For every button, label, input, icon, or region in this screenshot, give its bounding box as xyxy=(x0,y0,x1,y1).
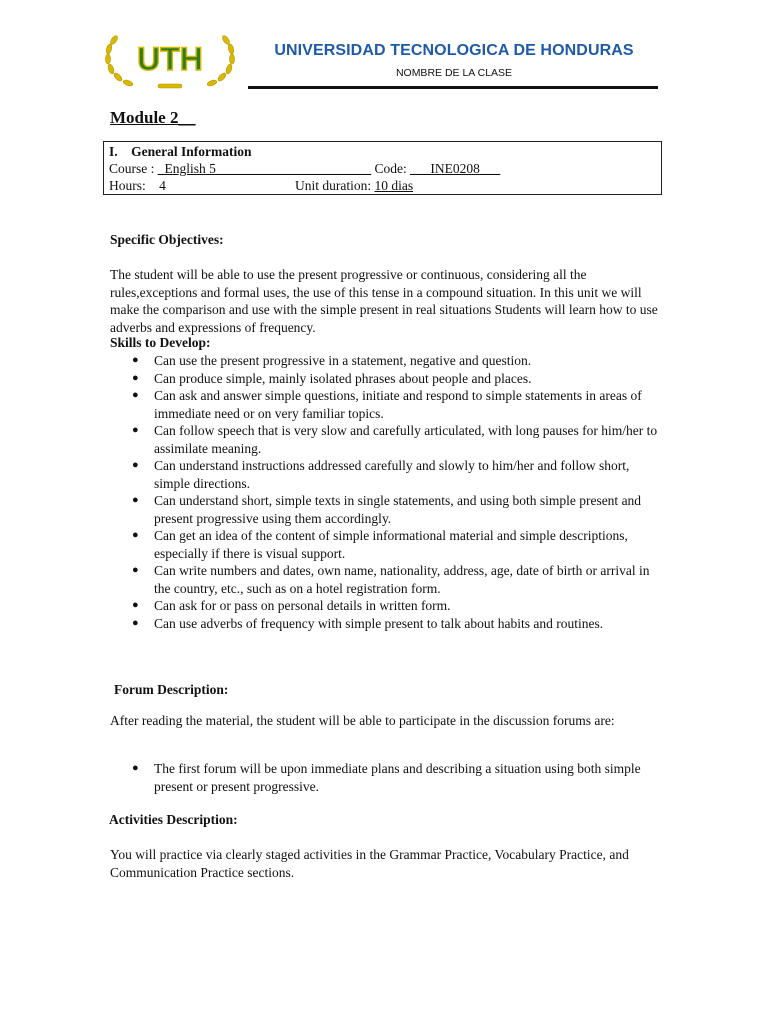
course-value: _English 5_______________________ xyxy=(157,161,372,176)
list-item xyxy=(110,492,660,527)
forum-heading: Forum Description: xyxy=(114,682,229,697)
list-item xyxy=(110,422,660,457)
hours-row xyxy=(109,177,656,194)
course-label: Course : xyxy=(109,161,158,176)
code-label: Code: xyxy=(371,161,411,176)
hours-label: Hours: xyxy=(109,178,146,193)
list-item xyxy=(110,527,660,562)
list-item xyxy=(110,597,660,615)
bullet-icon: ● xyxy=(132,354,139,366)
activities-heading: Activities Description: xyxy=(109,812,238,827)
course-row xyxy=(109,160,656,177)
skill-text: Can understand instructions addressed carefully and slowly to him/her and follow short, simple directions. xyxy=(154,458,630,491)
list-item xyxy=(110,370,660,388)
bullet-icon: ● xyxy=(132,599,139,611)
skill-text: Can produce simple, mainly isolated phrases about people and places. xyxy=(154,370,532,386)
university-name: UNIVERSIDAD TECNOLOGICA DE HONDURAS xyxy=(274,42,634,59)
unit-duration-label: Unit duration: xyxy=(295,178,375,193)
forum-item-text: The first forum will be upon immediate plans and describing a situation using both simple present or present progressive. xyxy=(154,761,641,794)
skill-text: Can ask for or pass on personal details in written form. xyxy=(154,598,451,613)
skill-text: Can ask and answer simple questions, initiate and respond to simple statements in areas of immediate need or on very familiar topics. xyxy=(154,388,642,421)
bullet-icon: ● xyxy=(132,494,139,506)
bullet-icon: ● xyxy=(132,371,139,384)
list-item xyxy=(110,457,660,492)
objectives-heading: Specific Objectives: xyxy=(110,232,224,247)
bullet-icon: ● xyxy=(132,564,139,576)
general-info-heading: I. General Information xyxy=(109,144,252,159)
bullet-icon: ● xyxy=(132,616,139,629)
skills-heading: Skills to Develop: xyxy=(110,335,211,350)
activities-text: You will practice via clearly staged activities in the Grammar Practice, Vocabulary Practice, and Communication Practice sections. xyxy=(110,847,629,880)
forum-text: After reading the material, the student will be able to participate in the discussion forums are: xyxy=(110,713,615,728)
bullet-icon: ● xyxy=(132,459,139,471)
general-info-box xyxy=(103,141,662,195)
module-title: Module 2__ xyxy=(110,108,196,127)
class-name: NOMBRE DE LA CLASE xyxy=(395,67,513,79)
skill-text: Can write numbers and dates, own name, nationality, address, age, date of birth or arrival in the country, etc., such as on a hotel registration form. xyxy=(154,563,650,596)
skills-list xyxy=(110,352,660,632)
list-item xyxy=(110,760,660,795)
code-value: ___INE0208___ xyxy=(410,161,501,176)
header-divider xyxy=(248,86,658,89)
skill-text: Can use adverbs of frequency with simple present to talk about habits and routines. xyxy=(154,615,604,631)
bullet-icon: ● xyxy=(132,529,139,541)
list-item xyxy=(110,562,660,597)
skill-text: Can follow speech that is very slow and carefully articulated, with long pauses for him/her to assimilate meaning. xyxy=(154,423,658,456)
list-item xyxy=(110,615,660,633)
logo-text: UTH xyxy=(137,41,203,77)
objectives-text: The student will be able to use the present progressive or continuous, considering all the rules,exceptions and formal uses, the use of this tense in a compound situation. In this unit we will make the comparison and use with the simple present in real situations Students will learn how to use adverbs and expressions of frequency. xyxy=(110,267,658,335)
unit-duration-value: 10 dias xyxy=(374,178,414,193)
skill-text: Can get an idea of the content of simple informational material and simple descriptions, especially if there is visual support. xyxy=(154,528,628,561)
skill-text: Can understand short, simple texts in single statements, and using both simple present and present progressive using them accordingly. xyxy=(154,493,642,526)
skill-text: Can use the present progressive in a statement, negative and question. xyxy=(154,353,532,368)
list-item xyxy=(110,352,660,370)
bullet-icon: ● xyxy=(132,389,139,401)
hours-value: 4 xyxy=(159,178,166,193)
forum-list xyxy=(110,760,660,795)
uth-logo xyxy=(100,22,240,92)
bullet-icon: ● xyxy=(132,762,139,774)
bullet-icon: ● xyxy=(132,424,139,436)
list-item xyxy=(110,387,660,422)
unit-duration xyxy=(295,177,413,194)
